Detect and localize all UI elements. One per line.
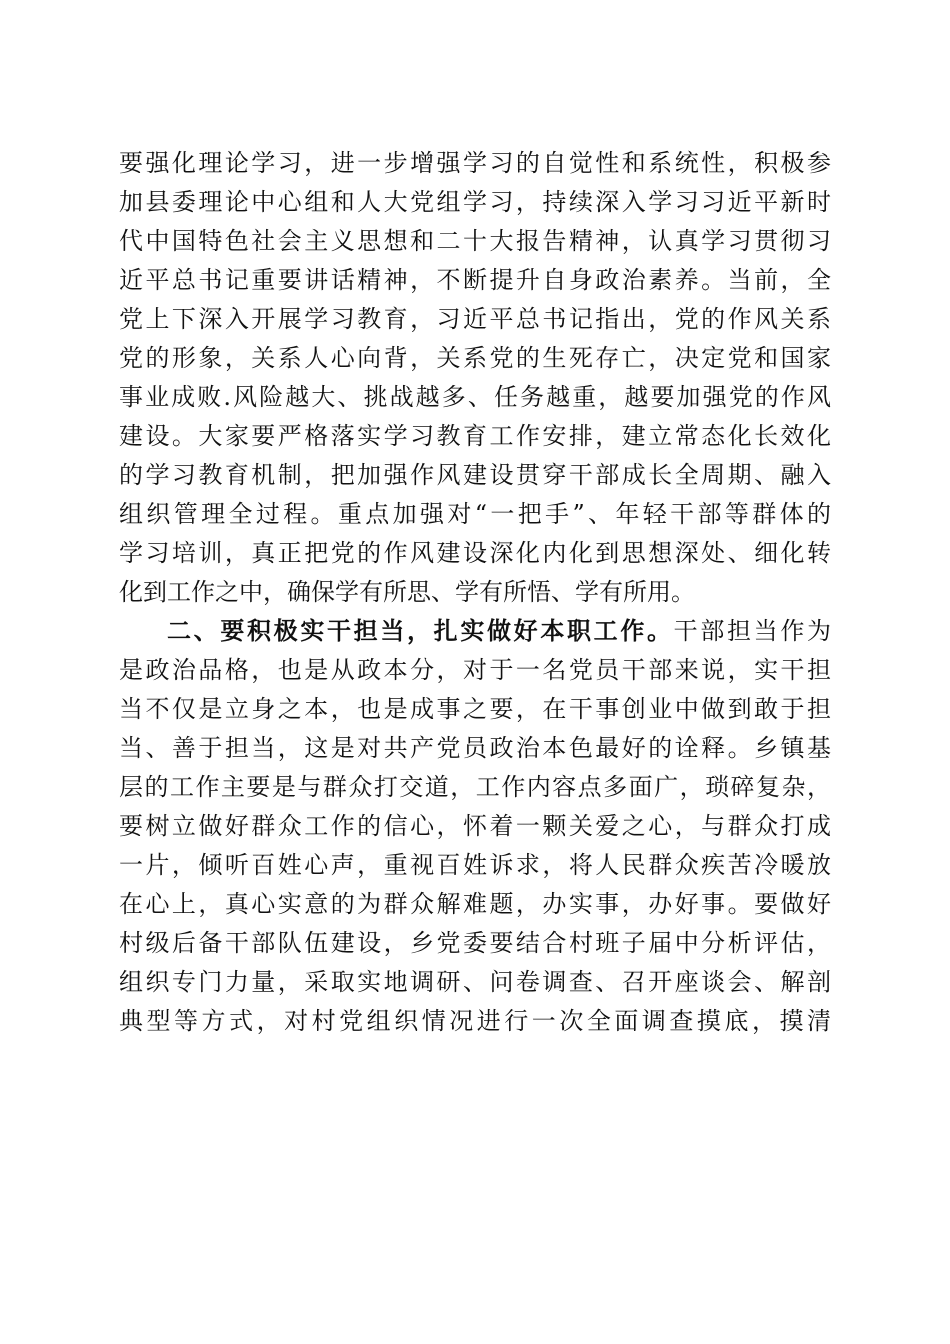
text-line: 学习培训，真正把党的作风建设深化内化到思想深处、细化转 (119, 539, 831, 567)
text-line: 的学习教育机制，把加强作风建设贯穿干部成长全周期、融入 (119, 461, 831, 489)
paragraph-1 (119, 144, 831, 612)
text-line: 党上下深入开展学习教育，习近平总书记指出，党的作风关系 (119, 305, 831, 333)
text-line: 组织专门力量，采取实地调研、问卷调查、召开座谈会、解剖 (119, 968, 831, 996)
text-line: 村级后备干部队伍建设，乡党委要结合村班子届中分析评估， (119, 929, 831, 957)
text-line: 要树立做好群众工作的信心，怀着一颗关爱之心，与群众打成 (119, 812, 831, 840)
text-line: 一片，倾听百姓心声，重视百姓诉求，将人民群众疾苦冷暖放 (119, 851, 831, 879)
text-line: 党的形象，关系人心向背，关系党的生死存亡，决定党和国家 (119, 344, 831, 372)
paragraph-2-first-line (119, 612, 831, 651)
text-line: 是政治品格，也是从政本分，对于一名党员干部来说，实干担 (119, 656, 831, 684)
text-line: 典型等方式，对村党组织情况进行一次全面调查摸底，摸清 (119, 1007, 831, 1035)
text-line: 层的工作主要是与群众打交道，工作内容点多面广，琐碎复杂， (119, 773, 831, 801)
text-line: 当、善于担当，这是对共产党员政治本色最好的诠释。乡镇基 (119, 734, 831, 762)
text-line: 事业成败.风险越大、挑战越多、任务越重，越要加强党的作风 (119, 383, 831, 411)
text-line: 化到工作之中，确保学有所思、学有所悟、学有所用。 (119, 578, 695, 606)
text-line: 组织管理全过程。重点加强对“一把手”、年轻干部等群体的 (119, 500, 831, 528)
text-line: 加县委理论中心组和人大党组学习，持续深入学习习近平新时 (119, 188, 831, 216)
text-line-rest: 干部担当作为 (673, 617, 832, 645)
text-line: 建设。大家要严格落实学习教育工作安排，建立常态化长效化 (119, 422, 831, 450)
section-heading: 二、要积极实干担当，扎实做好本职工作。 (167, 617, 674, 645)
text-line: 近平总书记重要讲话精神，不断提升自身政治素养。当前，全 (119, 266, 831, 294)
text-line: 当不仅是立身之本，也是成事之要，在干事创业中做到敢于担 (119, 695, 831, 723)
text-line: 代中国特色社会主义思想和二十大报告精神，认真学习贯彻习 (119, 227, 831, 255)
text-line: 要强化理论学习，进一步增强学习的自觉性和系统性，积极参 (119, 149, 831, 177)
paragraph-2 (119, 612, 831, 1041)
text-line: 在心上，真心实意的为群众解难题，办实事，办好事。要做好 (119, 890, 831, 918)
